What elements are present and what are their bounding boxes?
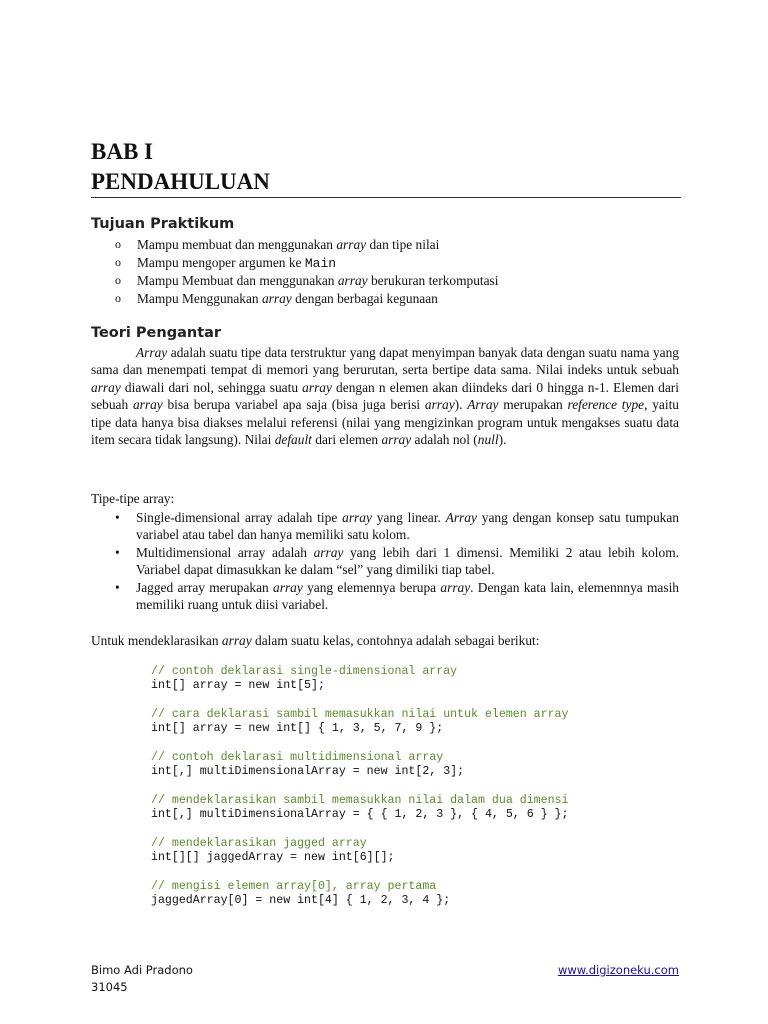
text-run: yang lebih dari 1 dimensi. Memiliki 2 atau lebih kolom. Variabel dapat dimasukkan ke dalam “sel” yang dimiliki tiap tabel.: [136, 544, 679, 578]
code-comment: // contoh deklarasi single-dimensional array: [151, 665, 458, 678]
theory-heading: Teori Pengantar: [91, 325, 222, 341]
text-run: yang linear.: [371, 510, 446, 525]
goal-text: Mampu membuat dan menggunakan: [137, 237, 337, 252]
italic-term: array: [91, 379, 121, 395]
text-run: Untuk mendeklarasikan: [91, 633, 222, 648]
goals-list: [91, 236, 681, 307]
italic-term: array: [132, 397, 163, 413]
chapter-divider: [91, 197, 681, 198]
text-run: yang elemennya berupa: [302, 579, 441, 595]
bullet-marker: •: [115, 510, 120, 525]
italic-term: array: [440, 579, 471, 595]
code-statement: int[][] jaggedArray = new int[6][];: [151, 851, 395, 865]
chapter-number: BAB I: [91, 139, 153, 164]
code-block: [151, 880, 681, 908]
code-comment: // contoh deklarasi multidimensional array: [151, 751, 444, 764]
code-statement: int[,] multiDimensionalArray = new int[2, 3];: [151, 765, 465, 779]
italic-term: Array: [467, 397, 499, 413]
code-statement: int[] array = new int[5];: [151, 679, 325, 693]
list-marker: o: [115, 237, 121, 251]
goal-item: [91, 290, 681, 308]
italic-term: array: [381, 432, 412, 448]
goal-item: [91, 272, 681, 290]
italic-term: Array: [136, 345, 168, 360]
italic-term: array: [337, 273, 368, 289]
goal-text: Mampu mengoper argumen ke: [137, 254, 305, 270]
code-block: [151, 837, 681, 865]
code-comment: // cara deklarasi sambil memasukkan nilai untuk elemen array: [151, 708, 569, 721]
italic-term: array: [273, 579, 303, 595]
chapter-heading: [91, 137, 681, 197]
goal-text: dengan berbagai kegunaan: [291, 290, 438, 306]
text-run: Multidimensional array adalah: [136, 544, 314, 560]
intro-paragraph: [91, 344, 679, 448]
array-type-item: [91, 544, 679, 579]
text-run: . Dengan kata lain, elemennnya masih memiliki ruang untuk diisi variabel.: [136, 579, 679, 613]
code-example: [151, 665, 681, 923]
text-run: Single-dimensional array adalah tipe: [136, 510, 343, 525]
italic-term: Array: [445, 510, 477, 525]
code-block: [151, 708, 681, 736]
goal-item: [91, 254, 681, 273]
list-marker: o: [115, 290, 121, 305]
italic-term: array: [342, 510, 372, 525]
italic-term: array: [302, 379, 332, 395]
text-run: , yaitu tipe data hanya bisa diakses melalui referensi (nilai yang mengizinkan program untuk mengakses suatu data item secara tidak langsung). Nilai: [91, 397, 679, 448]
declare-paragraph: [91, 632, 679, 649]
italic-term: array: [336, 237, 367, 252]
goal-text: Mampu Menggunakan: [137, 290, 262, 306]
list-marker: o: [115, 254, 121, 269]
array-types-list: [91, 509, 679, 613]
code-term: Main: [304, 255, 337, 271]
array-type-item: [91, 509, 679, 544]
italic-term: default: [274, 432, 312, 448]
array-types-title: Tipe-tipe array:: [91, 491, 175, 506]
code-comment: // mengisi elemen array[0], array pertama: [151, 880, 437, 893]
italic-term: array: [261, 290, 292, 306]
code-statement: jaggedArray[0] = new int[4] { 1, 2, 3, 4 };: [151, 894, 451, 908]
goal-text: Mampu Membuat dan menggunakan: [137, 273, 338, 289]
footer-id: 31045: [91, 979, 128, 994]
code-statement: int[] array = new int[] { 1, 3, 5, 7, 9 };: [151, 722, 444, 736]
text-run: adalah suatu tipe data terstruktur yang dapat menyimpan banyak data dengan suatu nama yang sama dan menempati tempat di memori yang berurutan, serta bertipe data sama. Nilai indeks untuk sebuah: [91, 345, 679, 378]
text-run: dalam suatu kelas, contohnya adalah sebagai berikut:: [251, 633, 540, 648]
goals-heading: Tujuan Praktikum: [91, 216, 235, 232]
text-run: diawali dari nol, sehingga suatu: [120, 379, 303, 395]
italic-term: array: [313, 544, 344, 560]
italic-term: array: [424, 397, 455, 413]
goal-text: berukuran terkomputasi: [367, 273, 499, 289]
italic-term: null: [477, 432, 499, 448]
code-block: [151, 794, 681, 822]
text-run: Jagged array merupakan: [136, 579, 274, 595]
goal-text: dan tipe nilai: [366, 237, 440, 252]
footer-author: Bimo Adi Pradono: [91, 963, 193, 977]
text-run: bisa berupa variabel apa saja (bisa juga berisi: [162, 397, 425, 413]
text-run: dengan n elemen akan diindeks dari 0 hingga n-1. Elemen dari sebuah: [91, 379, 679, 413]
chapter-title: PENDAHULUAN: [91, 169, 270, 194]
code-block: [151, 665, 681, 693]
bullet-marker: •: [115, 544, 120, 560]
code-comment: // mendeklarasikan sambil memasukkan nilai dalam dua dimensi: [151, 794, 569, 807]
text-run: ).: [454, 397, 468, 413]
italic-term: reference type: [567, 397, 645, 413]
footer-website-link[interactable]: www.digizoneku.com: [557, 963, 679, 977]
code-comment: // mendeklarasikan jagged array: [151, 837, 367, 850]
text-run: merupakan: [498, 397, 568, 413]
text-run: ).: [498, 432, 507, 448]
text-run: yang dengan konsep satu tumpukan variabel atau tabel dan hanya memiliki satu kolom.: [136, 510, 679, 543]
code-statement: int[,] multiDimensionalArray = { { 1, 2, 3 }, { 4, 5, 6 } };: [151, 808, 569, 822]
text-run: dari elemen: [311, 432, 382, 448]
text-run: adalah nol (: [411, 432, 478, 448]
goal-item: [91, 236, 681, 254]
italic-term: array: [221, 633, 252, 648]
footer-author-block: [91, 962, 193, 995]
array-type-item: [91, 579, 679, 614]
bullet-marker: •: [115, 579, 120, 595]
list-marker: o: [115, 273, 121, 288]
code-block: [151, 751, 681, 779]
